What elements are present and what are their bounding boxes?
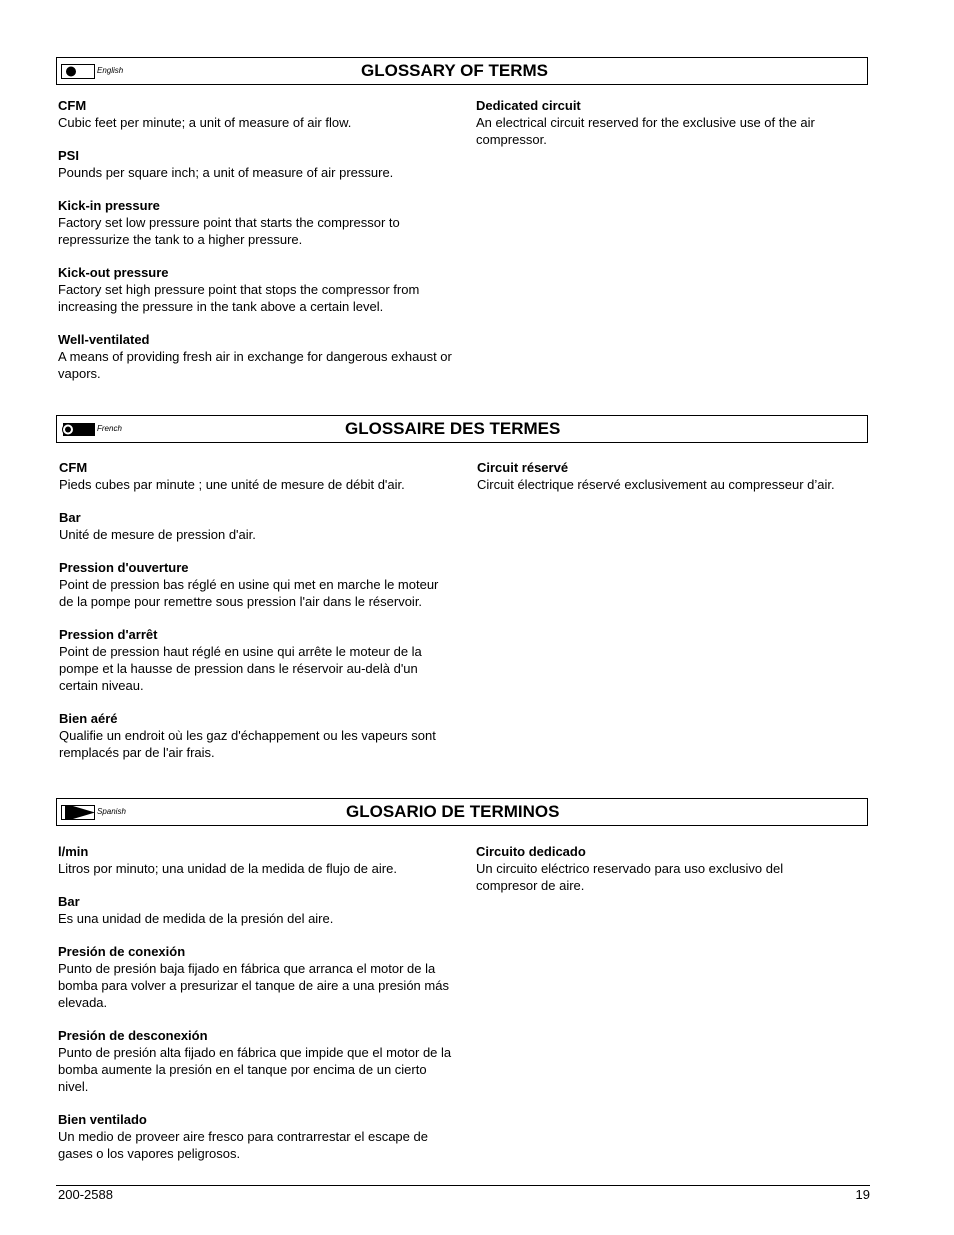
french-left-column (59, 459, 451, 777)
footer-divider (56, 1185, 870, 1186)
term-definition: Un circuito eléctrico reservado para uso exclusivo del compresor de aire. (476, 861, 784, 893)
term-name: Circuit réservé (477, 460, 569, 475)
language-tab-icon (61, 805, 95, 820)
footer-page-number: 19 (855, 1187, 870, 1202)
glossary-term (58, 893, 456, 927)
term-definition: Cubic feet per minute; a unit of measure of air flow. (58, 115, 352, 130)
term-definition: Qualifie un endroit où les gaz d'échappement ou les vapeurs sont remplacés par de l'air frais. (59, 728, 436, 760)
term-name: Kick-out pressure (58, 265, 169, 280)
glossary-term (59, 509, 451, 543)
term-name: CFM (58, 98, 87, 113)
english-left-column (58, 97, 458, 398)
term-name: Pression d'ouverture (59, 560, 189, 575)
term-name: Circuito dedicado (476, 844, 586, 859)
section-title: GLOSSARY OF TERMS (361, 61, 549, 80)
term-name: Dedicated circuit (476, 98, 581, 113)
glossary-term (58, 264, 458, 315)
term-name: Presión de conexión (58, 944, 186, 959)
language-label: French (97, 424, 122, 433)
term-definition: Point de pression bas réglé en usine qui met en marche le moteur de la pompe pour remettre sous pression l'air dans le réservoir. (59, 577, 439, 609)
glossary-term (58, 943, 456, 1011)
term-definition: Point de pression haut réglé en usine qui arrête le moteur de la pompe et la hausse de pression dans le réservoir au-delà d'un certain niveau. (59, 644, 422, 693)
language-label: Spanish (97, 807, 126, 816)
term-definition: Es una unidad de medida de la presión del aire. (58, 911, 334, 926)
term-name: Pression d'arrêt (59, 627, 158, 642)
term-definition: Circuit électrique réservé exclusivement au compresseur d’air. (477, 477, 835, 492)
glossary-term (58, 1111, 456, 1162)
term-name: Bar (58, 894, 80, 909)
term-definition: Pieds cubes par minute ; une unité de mesure de débit d'air. (59, 477, 405, 492)
language-tag-french (61, 422, 123, 437)
section-header-english (56, 57, 868, 85)
language-tab-icon (61, 422, 95, 437)
section-title: GLOSSAIRE DES TERMES (345, 419, 561, 438)
language-tag-english (61, 64, 123, 79)
glossary-term (59, 710, 451, 761)
glossary-term (58, 97, 458, 131)
term-definition: Unité de mesure de pression d'air. (59, 527, 256, 542)
glossary-term (59, 559, 451, 610)
glossary-term (58, 197, 458, 248)
glossary-term (58, 1027, 456, 1095)
glossary-term (58, 843, 456, 877)
glossary-term (59, 459, 451, 493)
glossary-term (477, 459, 869, 493)
term-name: Well-ventilated (58, 332, 150, 347)
term-name: l/min (58, 844, 89, 859)
term-definition: A means of providing fresh air in exchange for dangerous exhaust or vapors. (58, 349, 452, 381)
term-definition: An electrical circuit reserved for the exclusive use of the air compressor. (476, 115, 815, 147)
glossary-term (476, 843, 836, 894)
term-definition: Litros por minuto; una unidad de la medida de flujo de aire. (58, 861, 397, 876)
term-name: CFM (59, 460, 88, 475)
term-definition: Pounds per square inch; a unit of measure of air pressure. (58, 165, 394, 180)
language-tab-icon (61, 64, 95, 79)
term-name: Bar (59, 510, 81, 525)
term-name: PSI (58, 148, 79, 163)
english-right-column (476, 97, 866, 164)
glossary-term (59, 626, 451, 694)
term-name: Kick-in pressure (58, 198, 160, 213)
term-definition: Punto de presión baja fijado en fábrica que arranca el motor de la bomba para volver a presurizar el tanque de aire a una presión más elevada. (58, 961, 449, 1010)
language-tag-spanish (61, 805, 126, 820)
section-header-spanish (56, 798, 868, 826)
glossary-term (58, 147, 458, 181)
section-header-french (56, 415, 868, 443)
french-right-column (477, 459, 869, 509)
term-definition: Factory set high pressure point that stops the compressor from increasing the pressure in the tank above a certain level. (58, 282, 420, 314)
glossary-term (476, 97, 866, 148)
spanish-left-column (58, 843, 456, 1178)
section-title: GLOSARIO DE TERMINOS (346, 802, 560, 821)
language-label: English (97, 66, 124, 75)
term-name: Bien ventilado (58, 1112, 147, 1127)
term-definition: Un medio de proveer aire fresco para contrarrestar el escape de gases o los vapores peligrosos. (58, 1129, 428, 1161)
glossary-term (58, 331, 458, 382)
term-name: Bien aéré (59, 711, 118, 726)
term-definition: Factory set low pressure point that starts the compressor to repressurize the tank to a higher pressure. (58, 215, 400, 247)
term-name: Presión de desconexión (58, 1028, 208, 1043)
footer-doc-number: 200-2588 (58, 1187, 113, 1202)
spanish-right-column (476, 843, 836, 910)
term-definition: Punto de presión alta fijado en fábrica que impide que el motor de la bomba aumente la presión en el tanque por encima de un cierto nivel. (58, 1045, 452, 1094)
